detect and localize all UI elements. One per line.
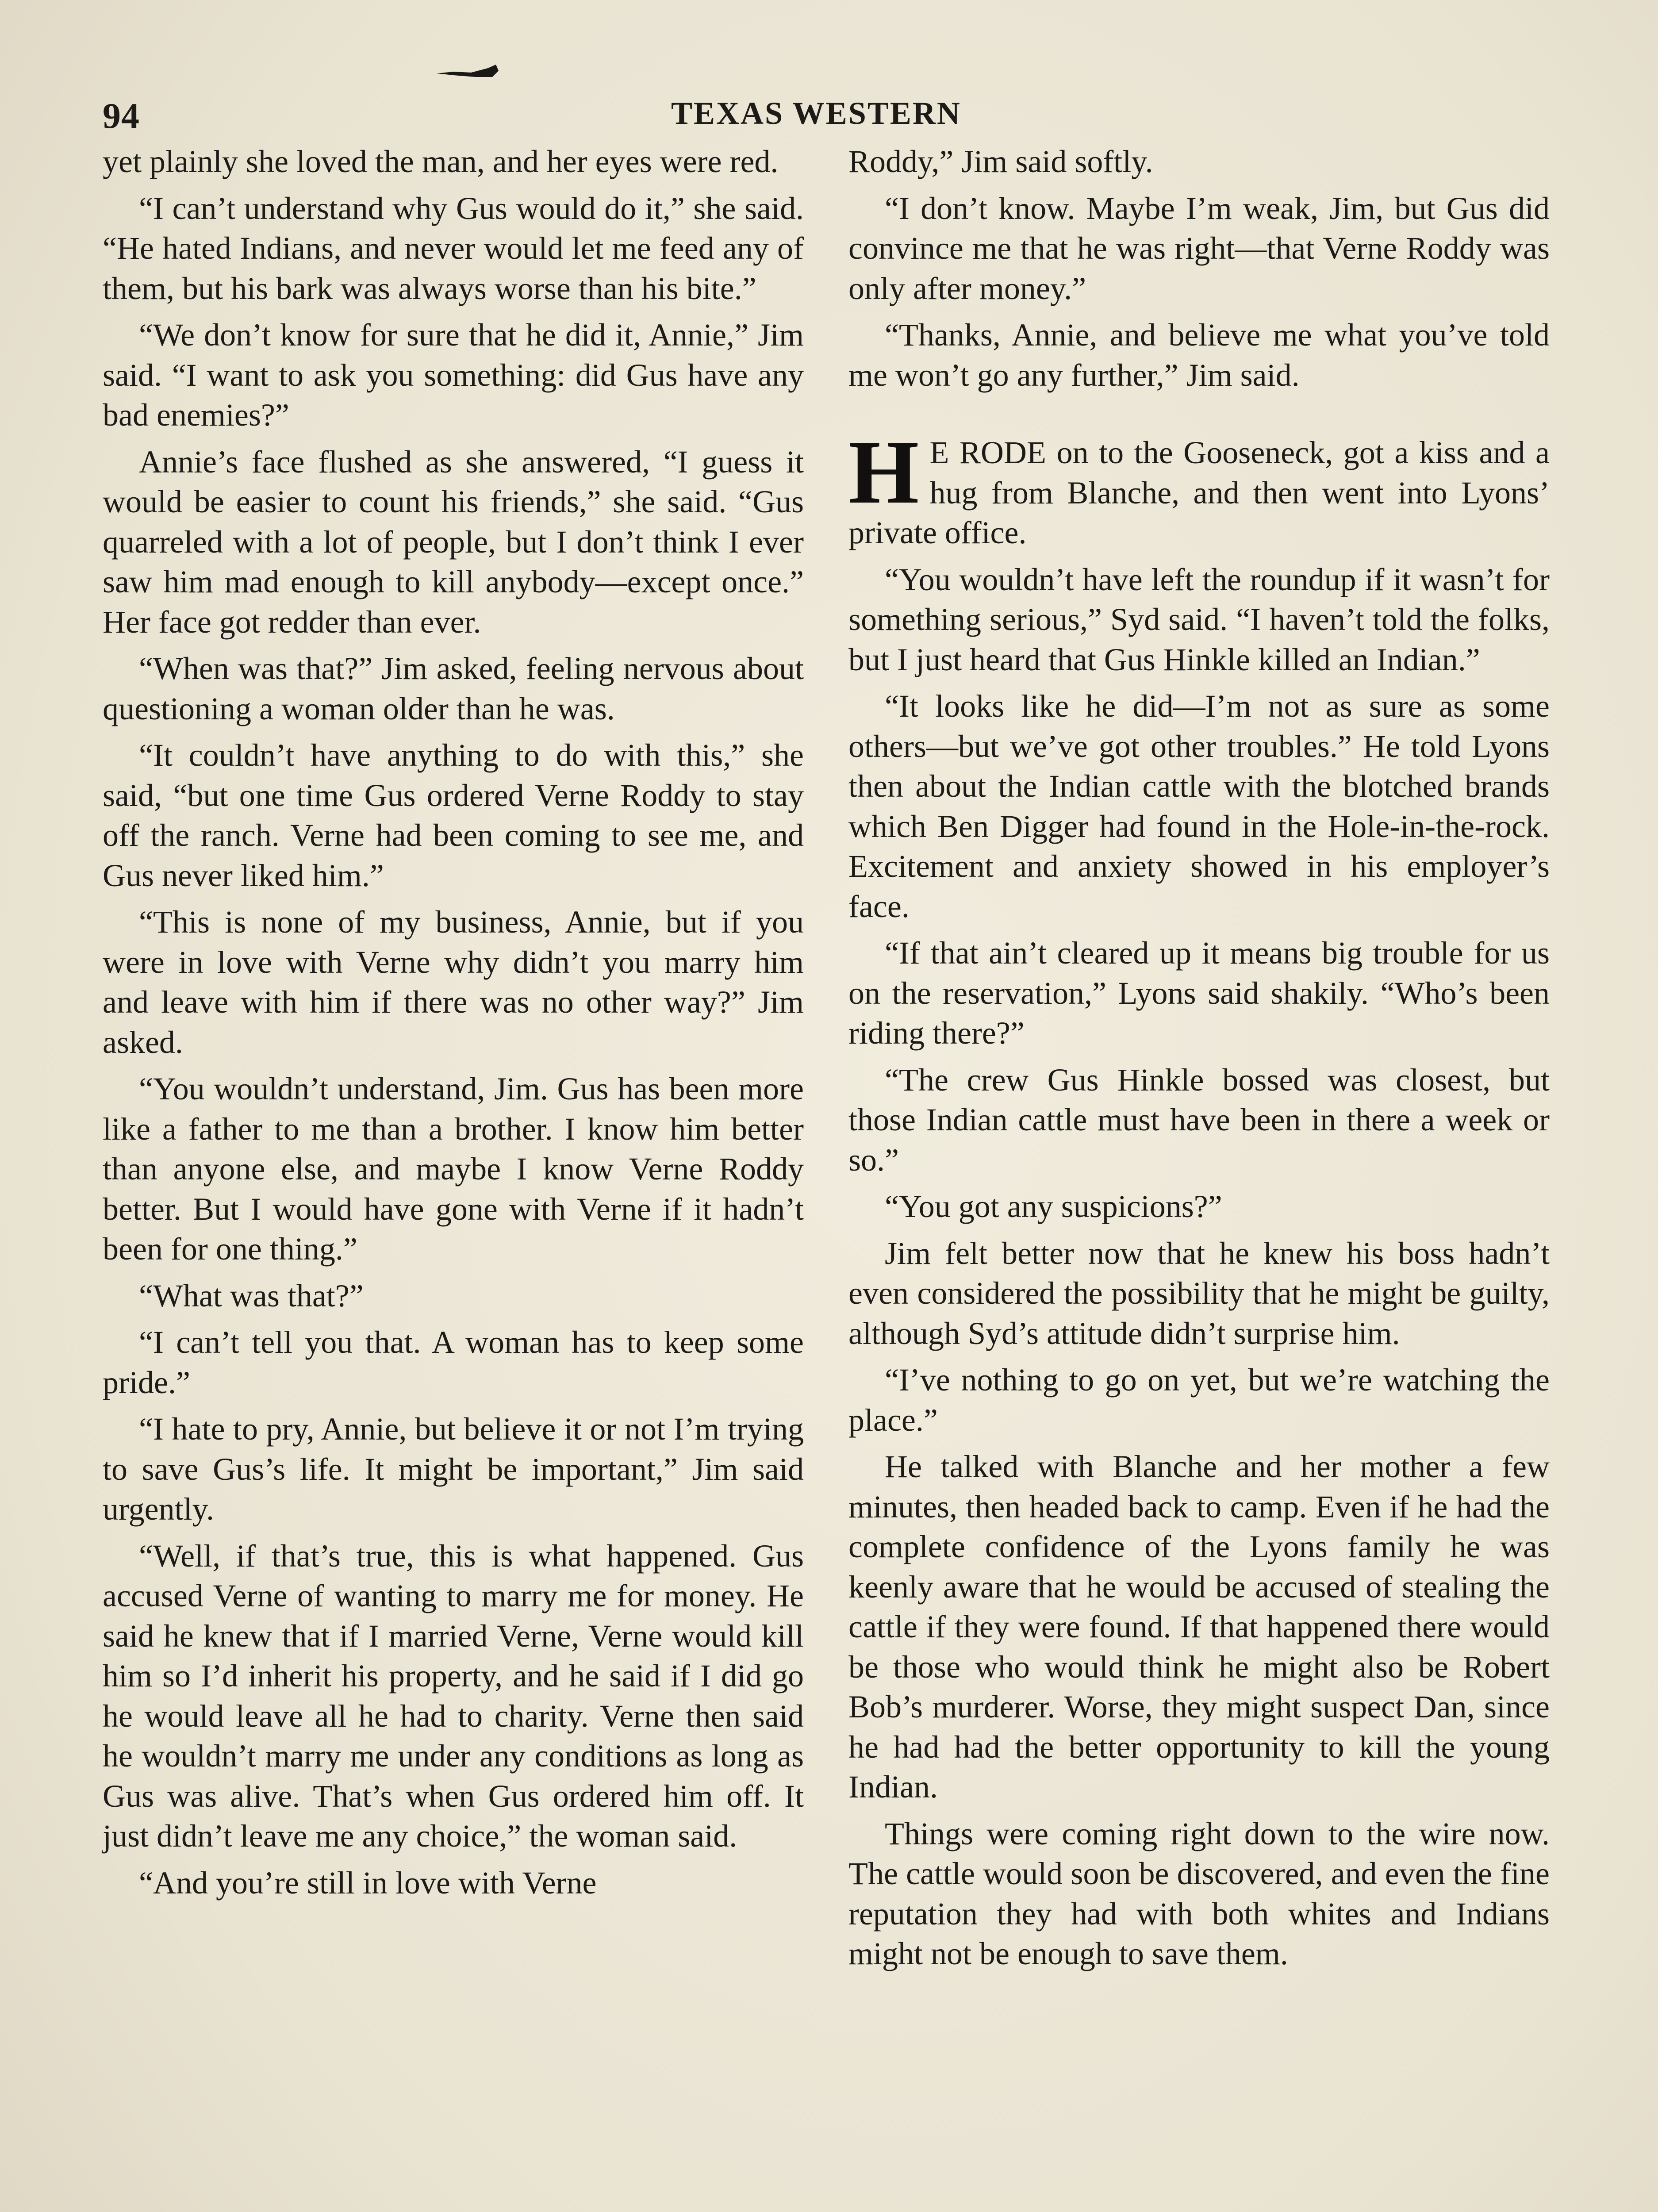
running-head-title: TEXAS WESTERN: [671, 96, 961, 131]
paragraph: yet plainly she loved the man, and her eyes were red.: [103, 144, 779, 179]
paragraph: “When was that?” Jim asked, feeling nervous about questioning a woman older than he was.: [103, 651, 804, 726]
paragraph: “I hate to pry, Annie, but believe it or not I’m trying to save Gus’s life. It might be important,” Jim said urgently.: [103, 1411, 804, 1527]
page-header: [103, 95, 987, 135]
right-column: [848, 142, 1550, 1981]
paragraph: “You wouldn’t understand, Jim. Gus has been more like a father to me than a brother. I know him better than anyone else, and maybe I know Verne Roddy better. But I would have gone with Verne if it hadn’t been for one thing.”: [103, 1071, 804, 1267]
paragraph: “This is none of my business, Annie, but if you were in love with Verne why didn’t you marry him and leave with him if there was no other way?” Jim asked.: [103, 904, 804, 1060]
paragraph: “It looks like he did—I’m not as sure as some others—but we’ve got other troubles.” He told Lyons then about the Indian cattle with the blotched brands which Ben Digger had found in the Hole-in-the-rock. Excitement and anxiety showed in his employer’s face.: [848, 688, 1550, 924]
section-opening-text: E RODE on to the Gooseneck, got a kiss and a hug from Blanche, and then went into Lyons’ private office.: [848, 435, 1550, 550]
paragraph: “Well, if that’s true, this is what happened. Gus accused Verne of wanting to marry me for money. He said he knew that if I married Verne, Verne would kill him so I’d inherit his property, and he said if I did go he would leave all he had to charity. Verne then said he wouldn’t marry me under any conditions as long as Gus was alive. That’s when Gus ordered him off. It just didn’t leave me any choice,” the woman said.: [103, 1538, 804, 1854]
paragraph: “I’ve nothing to go on yet, but we’re watching the place.”: [848, 1362, 1550, 1438]
paragraph: “I don’t know. Maybe I’m weak, Jim, but Gus did convince me that he was right—that Verne Roddy was only after money.”: [848, 190, 1550, 306]
page-number: 94: [103, 96, 140, 136]
paragraph: “Thanks, Annie, and believe me what you’ve told me won’t go any further,” Jim said.: [848, 317, 1550, 393]
paragraph: “You got any suspicions?”: [885, 1189, 1222, 1224]
paragraph: Annie’s face flushed as she answered, “I guess it would be easier to count his friends,” she said. “Gus quarreled with a lot of people, but I don’t think I ever saw him mad enough to kill anybody—except once.” Her face got redder than ever.: [103, 444, 804, 640]
left-column: [103, 142, 804, 1909]
paragraph: He talked with Blanche and her mother a few minutes, then headed back to camp. Even if he had the complete confidence of the Lyons family he was keenly aware that he would be accused of stealing the cattle if they were found. If that happened there would be those who would think he might also be Robert Bob’s murderer. Worse, they might suspect Dan, since he had had the better opportunity to kill the young Indian.: [848, 1449, 1550, 1805]
paragraph: Roddy,” Jim said softly.: [848, 144, 1153, 179]
paragraph: “You wouldn’t have left the roundup if it wasn’t for something serious,” Syd said. “I haven’t told the folks, but I just heard that Gus Hinkle killed an Indian.”: [848, 561, 1550, 677]
paragraph: “It couldn’t have anything to do with this,” she said, “but one time Gus ordered Verne Roddy to stay off the ranch. Verne had been coming to see me, and Gus never liked him.”: [103, 737, 804, 893]
paragraph: Things were coming right down to the wire now. The cattle would soon be discovered, and even the fine reputation they had with both whites and Indians might not be enough to save them.: [848, 1816, 1550, 1971]
paragraph: “What was that?”: [139, 1278, 364, 1313]
paragraph: “I can’t understand why Gus would do it,” she said. “He hated Indians, and never would let me feed any of them, but his bark was always worse than his bite.”: [103, 190, 804, 306]
ink-smudge: [436, 62, 502, 80]
paragraph: Jim felt better now that he knew his boss hadn’t even considered the possibility that he might be guilty, although Syd’s attitude didn’t surprise him.: [848, 1235, 1550, 1351]
paragraph: “I can’t tell you that. A woman has to keep some pride.”: [103, 1325, 804, 1400]
paragraph: “The crew Gus Hinkle bossed was closest, but those Indian cattle must have been in there a week or so.”: [848, 1062, 1550, 1178]
section-opening-paragraph: [848, 422, 1550, 553]
paragraph: “And you’re still in love with Verne: [139, 1865, 597, 1901]
paragraph: “We don’t know for sure that he did it, Annie,” Jim said. “I want to ask you something: did Gus have any bad enemies?”: [103, 317, 804, 433]
drop-cap: H: [848, 422, 917, 522]
paragraph: “If that ain’t cleared up it means big trouble for us on the reservation,” Lyons said shakily. “Who’s been riding there?”: [848, 935, 1550, 1051]
